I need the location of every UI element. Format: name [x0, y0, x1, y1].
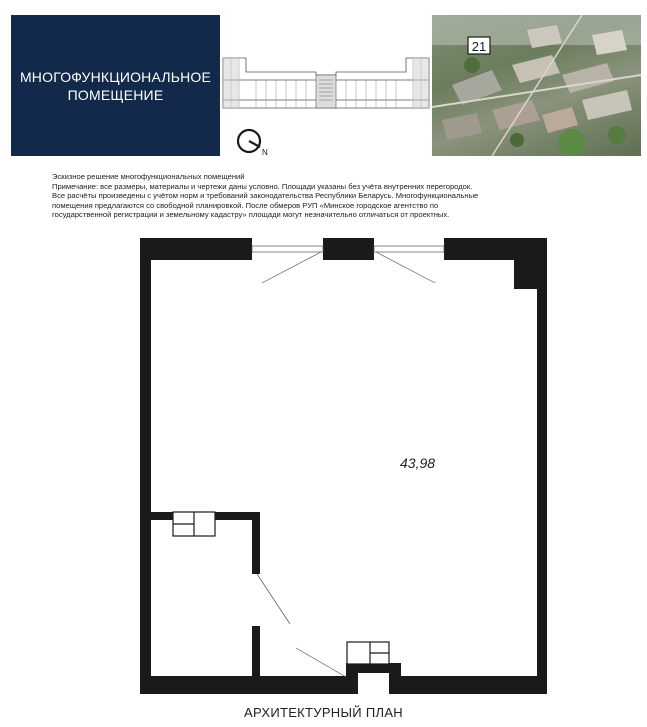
- notes-block: [52, 172, 622, 220]
- door-swings: [257, 574, 346, 677]
- key-plan-thumbnail: [221, 50, 431, 110]
- plan-caption: АРХИТЕКТУРНЫЙ ПЛАН: [243, 705, 403, 720]
- aerial-illustration: [432, 15, 641, 156]
- title-line-2: ПОМЕЩЕНИЕ: [67, 86, 164, 103]
- title-line-1: МНОГОФУНКЦИОНАЛЬНОЕ: [19, 68, 212, 85]
- wall-top-left: [140, 238, 252, 260]
- notes-line-3: Все расчёты произведены с учётом норм и требований законодательства Республики Беларусь. Многофункциональные: [52, 191, 479, 201]
- building-number-label: 21: [471, 39, 487, 54]
- partition-upper: [252, 512, 260, 574]
- walls: [140, 238, 547, 694]
- notes-line-4: помещения предлагаются со свободной планировкой. После обмеров РУП «Минское городское агентство по: [52, 200, 439, 210]
- door-swing-entrance: [296, 648, 346, 677]
- wall-bottom-left: [140, 676, 348, 694]
- door-swing-inner: [257, 574, 290, 624]
- wall-left: [140, 238, 151, 694]
- area-label: 43,98: [400, 455, 436, 471]
- compass-letter: N: [262, 148, 268, 157]
- wall-top-middle: [323, 238, 374, 260]
- aerial-photo: [432, 15, 641, 156]
- title-box: [11, 15, 220, 156]
- wall-bottom-right: [401, 676, 547, 694]
- fixtures: [173, 512, 389, 664]
- notes-line-5: государственной регистрации и земельному кадастру» площади могут незначительно отличаться от проектных.: [52, 210, 450, 220]
- window-right: [374, 246, 444, 252]
- window-left: [252, 246, 323, 252]
- notes-line-2: Примечание: все размеры, материалы и чертежи даны условно. Площади указаны без учёта внутренних перегородок.: [52, 181, 473, 191]
- partition-lower: [252, 626, 260, 682]
- notes-line-1: Эскизное решение многофункциональных помещений: [52, 172, 245, 181]
- wall-right: [537, 238, 547, 694]
- floor-plan: [0, 235, 647, 703]
- wall-pocket-right: [389, 663, 401, 694]
- compass-icon: [235, 127, 271, 157]
